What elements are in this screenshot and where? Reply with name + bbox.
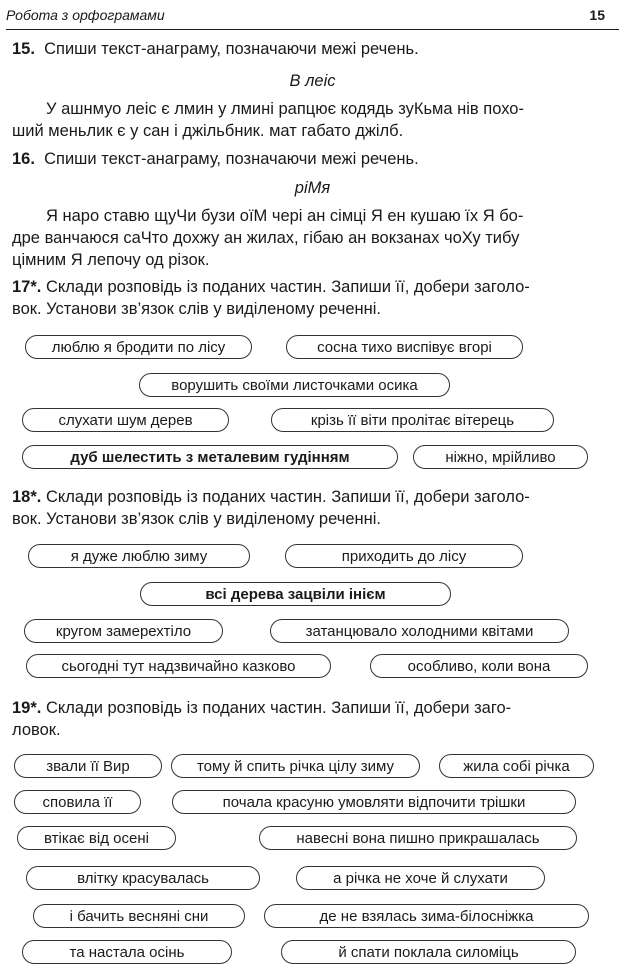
task-text: Склади розповідь із поданих частин. Запиши її, добери заго-	[45, 699, 512, 717]
exercise-15-text	[12, 98, 612, 142]
exercise-17-task	[12, 276, 612, 320]
exercise-number: 18*.	[12, 488, 42, 506]
text-fragment: влітку красувалась	[26, 866, 260, 890]
text-fragment: жила собі річка	[439, 754, 594, 778]
text-line: ший меньлик є у сан і джільбник. мат габато джілб.	[12, 122, 404, 140]
exercise-number: 16.	[12, 150, 35, 168]
exercise-15-title: В леіс	[289, 72, 336, 90]
text-fragment: приходить до лісу	[285, 544, 523, 568]
page-number: 15	[589, 7, 605, 23]
header-rule	[6, 29, 619, 30]
text-fragment: сповила її	[14, 790, 141, 814]
exercise-15-task	[12, 38, 612, 60]
exercise-16-title: ріМя	[294, 179, 331, 197]
text-fragment: й спати поклала силоміць	[281, 940, 576, 964]
text-fragment: почала красуню умовляти відпочити трішки	[172, 790, 576, 814]
task-text: вок. Установи зв’язок слів у виділеному реченні.	[12, 510, 381, 528]
text-fragment: крізь її віти пролітає вітерець	[271, 408, 554, 432]
task-text: Склади розповідь із поданих частин. Запиши її, добери заголо-	[45, 278, 530, 296]
exercise-number: 15.	[12, 40, 35, 58]
page-content	[0, 32, 625, 970]
text-line: Я наро ставю щуЧи бузи оїМ чері ан сімці Я ен кушаю їх Я бо-	[46, 207, 524, 225]
text-fragment: сосна тихо виспівує вгорі	[286, 335, 523, 359]
text-fragment: а річка не хоче й слухати	[296, 866, 545, 890]
text-fragment: навесні вона пишно прикрашалась	[259, 826, 577, 850]
text-line: цімним Я лепочу од різок.	[12, 251, 210, 269]
text-fragment: люблю я бродити по лісу	[25, 335, 252, 359]
task-text: ловок.	[12, 721, 61, 739]
task-text: Склади розповідь із поданих частин. Запиши її, добери заголо-	[45, 488, 530, 506]
text-fragment: особливо, коли вона	[370, 654, 588, 678]
text-fragment: та настала осінь	[22, 940, 232, 964]
exercise-18-task	[12, 486, 612, 530]
task-text: Спиши текст-анаграму, позначаючи межі речень.	[44, 40, 419, 58]
text-fragment: тому й спить річка цілу зиму	[171, 754, 420, 778]
text-fragment: втікає від осені	[17, 826, 176, 850]
text-fragment: слухати шум дерев	[22, 408, 229, 432]
task-text: вок. Установи зв’язок слів у виділеному реченні.	[12, 300, 381, 318]
text-fragment: кругом замерехтіло	[24, 619, 223, 643]
text-fragment: ворушить своїми листочками осика	[139, 373, 450, 397]
text-fragment: я дуже люблю зиму	[28, 544, 250, 568]
text-fragment: сьогодні тут надзвичайно казково	[26, 654, 331, 678]
highlighted-sentence: всі дерева зацвіли інієм	[140, 582, 451, 606]
exercise-number: 19*.	[12, 699, 42, 717]
text-fragment: і бачить весняні сни	[33, 904, 245, 928]
text-line: У ашнмуо леіс є лмин у лмині рапцює кодядь зуКьма нів похо-	[46, 100, 524, 118]
text-fragment: ніжно, мрійливо	[413, 445, 588, 469]
exercise-number: 17*.	[12, 278, 42, 296]
text-line: дре ванчаюся саЧто дохжу ан жилах, гібаю ан вокзанах чоХу тибу	[12, 229, 520, 247]
text-fragment: затанцювало холодними квітами	[270, 619, 569, 643]
exercise-16-text	[12, 205, 612, 271]
exercise-16-task	[12, 148, 612, 170]
text-fragment: звали її Вир	[14, 754, 162, 778]
exercise-19-task	[12, 697, 612, 741]
task-text: Спиши текст-анаграму, позначаючи межі речень.	[44, 150, 419, 168]
running-title: Робота з орфограмами	[6, 7, 165, 23]
page-header	[0, 0, 625, 32]
text-fragment: де не взялась зима-білосніжка	[264, 904, 589, 928]
highlighted-sentence: дуб шелестить з металевим гудінням	[22, 445, 398, 469]
